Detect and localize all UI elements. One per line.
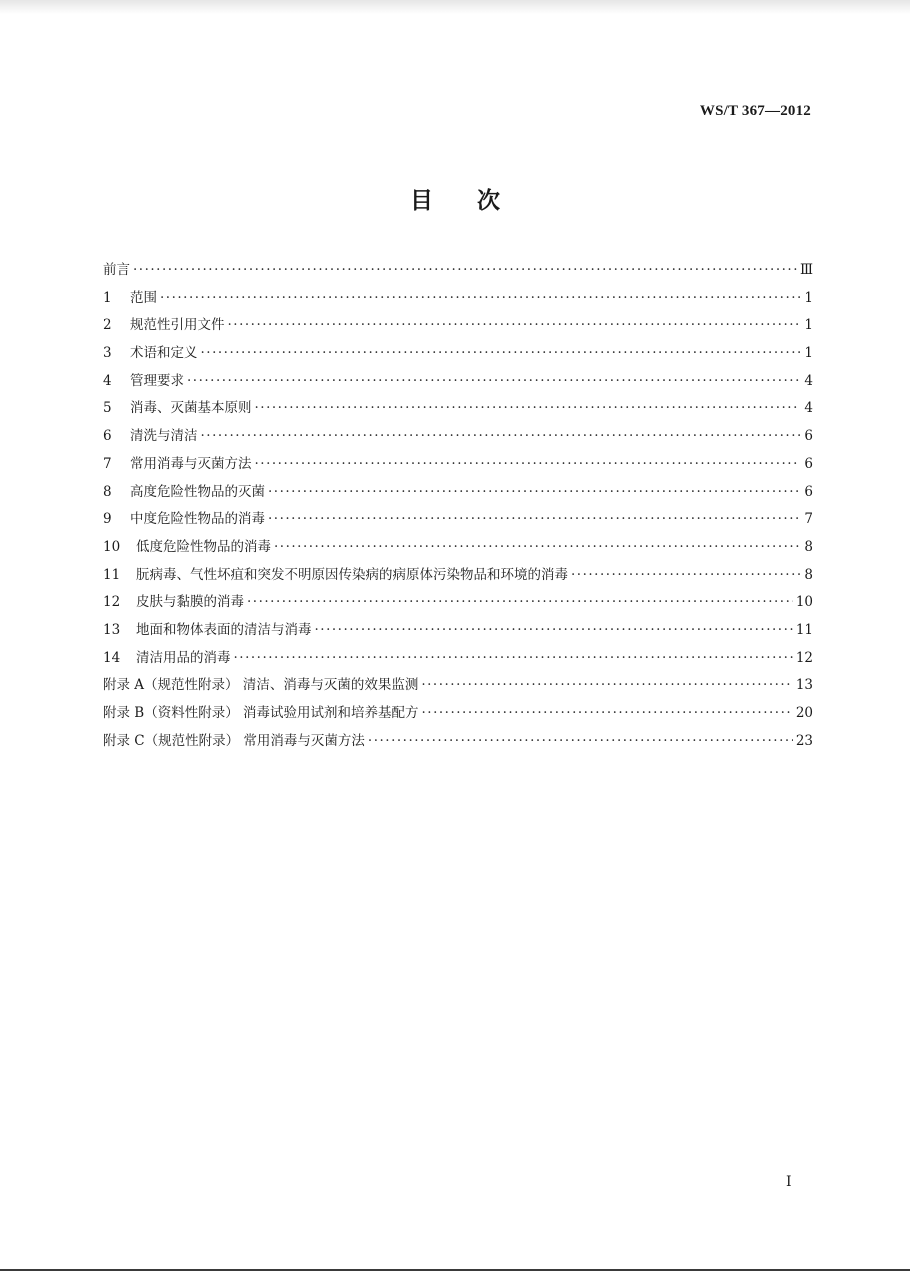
- toc-page: 23: [795, 732, 813, 749]
- toc-page: 1: [804, 289, 813, 306]
- toc-number: 9: [103, 511, 112, 528]
- leader-dots: [255, 451, 801, 479]
- toc-page: 11: [795, 621, 813, 638]
- toc-page: 1: [804, 317, 813, 334]
- toc-label: 清洗与清洁: [130, 428, 198, 445]
- toc-number: 12: [103, 594, 121, 611]
- toc-entry-appendix-b[interactable]: [103, 700, 813, 728]
- toc-page: 8: [804, 566, 813, 583]
- title-char-1: 目: [410, 188, 433, 214]
- toc-entry-8[interactable]: [103, 479, 813, 507]
- leader-dots: [187, 368, 800, 396]
- toc-label: 消毒、灭菌基本原则: [130, 400, 252, 417]
- toc-page: 13: [795, 677, 813, 694]
- leader-dots: [160, 285, 800, 313]
- toc-entry-preface[interactable]: [103, 257, 813, 285]
- toc-label: 前言: [103, 262, 130, 278]
- leader-dots: [228, 312, 801, 340]
- toc-number: 3: [103, 345, 112, 362]
- toc-number: 1: [103, 289, 112, 306]
- toc-entry-6[interactable]: [103, 423, 813, 451]
- toc-label: 清洁用品的消毒: [136, 649, 231, 666]
- leader-dots: [255, 395, 801, 423]
- toc-number: 5: [103, 400, 112, 417]
- toc-label: 朊病毒、气性坏疽和突发不明原因传染病的病原体污染物品和环境的消毒: [136, 566, 568, 583]
- toc-entry-13[interactable]: [103, 617, 813, 645]
- toc-label: 附录 B（资料性附录） 消毒试验用试剂和培养基配方: [103, 705, 419, 721]
- toc-entry-3[interactable]: [103, 340, 813, 368]
- toc-page: 8: [804, 538, 813, 555]
- toc-entry-5[interactable]: [103, 395, 813, 423]
- toc-label: 中度危险性物品的消毒: [130, 511, 265, 528]
- toc-page: 1: [804, 345, 813, 362]
- toc-page: 7: [804, 511, 813, 528]
- scan-bottom-edge: [0, 1269, 910, 1271]
- leader-dots: [274, 534, 800, 562]
- leader-dots: [201, 423, 801, 451]
- toc-label: 范围: [130, 289, 157, 306]
- toc-entry-12[interactable]: [103, 589, 813, 617]
- toc-page: 20: [795, 705, 813, 721]
- toc-entry-appendix-c[interactable]: [103, 728, 813, 756]
- standard-code: WS/T 367—2012: [699, 103, 811, 119]
- toc-entry-9[interactable]: [103, 506, 813, 534]
- toc-page: 6: [804, 483, 813, 500]
- toc-label: 附录 C（规范性附录） 常用消毒与灭菌方法: [103, 732, 365, 749]
- toc-entry-4[interactable]: [103, 368, 813, 396]
- leader-dots: [268, 479, 800, 507]
- leader-dots: [571, 562, 800, 590]
- toc-label: 管理要求: [130, 372, 184, 389]
- toc-label: 术语和定义: [130, 345, 198, 362]
- toc-entry-1[interactable]: [103, 285, 813, 313]
- toc-number: 11: [103, 566, 121, 583]
- toc-entry-2[interactable]: [103, 312, 813, 340]
- toc-entry-11[interactable]: [103, 562, 813, 590]
- toc-number: 7: [103, 455, 112, 472]
- toc-entry-7[interactable]: [103, 451, 813, 479]
- leader-dots: [234, 645, 793, 673]
- toc-number: 10: [103, 538, 121, 555]
- toc-label: 高度危险性物品的灭菌: [130, 483, 265, 500]
- toc-page: 12: [795, 649, 813, 666]
- leader-dots: [368, 728, 793, 756]
- toc-label: 地面和物体表面的清洁与消毒: [136, 621, 312, 638]
- leader-dots: [133, 257, 797, 285]
- toc-label: 规范性引用文件: [130, 317, 225, 334]
- toc-page: 4: [804, 372, 813, 389]
- leader-dots: [201, 340, 801, 368]
- toc-page: 6: [804, 455, 813, 472]
- leader-dots: [268, 506, 800, 534]
- toc-entry-14[interactable]: [103, 645, 813, 673]
- page-number: I: [786, 1174, 792, 1190]
- toc-number: 13: [103, 621, 121, 638]
- leader-dots: [422, 700, 793, 728]
- toc-label: 低度危险性物品的消毒: [136, 538, 271, 555]
- page-title: [0, 182, 910, 215]
- toc-page: 10: [795, 594, 813, 611]
- toc-entry-10[interactable]: [103, 534, 813, 562]
- toc-number: 2: [103, 317, 112, 334]
- leader-dots: [315, 617, 793, 645]
- toc-number: 4: [103, 372, 112, 389]
- toc-label: 皮肤与黏膜的消毒: [136, 594, 244, 611]
- toc-label: 常用消毒与灭菌方法: [130, 455, 252, 472]
- table-of-contents: [103, 257, 813, 755]
- toc-number: 8: [103, 483, 112, 500]
- scan-edge-shadow: [0, 0, 910, 14]
- toc-number: 6: [103, 428, 112, 445]
- toc-entry-appendix-a[interactable]: [103, 672, 813, 700]
- toc-number: 14: [103, 649, 121, 666]
- toc-page: Ⅲ: [799, 262, 813, 278]
- title-char-2: 次: [477, 188, 500, 214]
- toc-page: 4: [804, 400, 813, 417]
- toc-page: 6: [804, 428, 813, 445]
- toc-label: 附录 A（规范性附录） 清洁、消毒与灭菌的效果监测: [103, 677, 419, 694]
- leader-dots: [247, 589, 793, 617]
- leader-dots: [421, 672, 792, 700]
